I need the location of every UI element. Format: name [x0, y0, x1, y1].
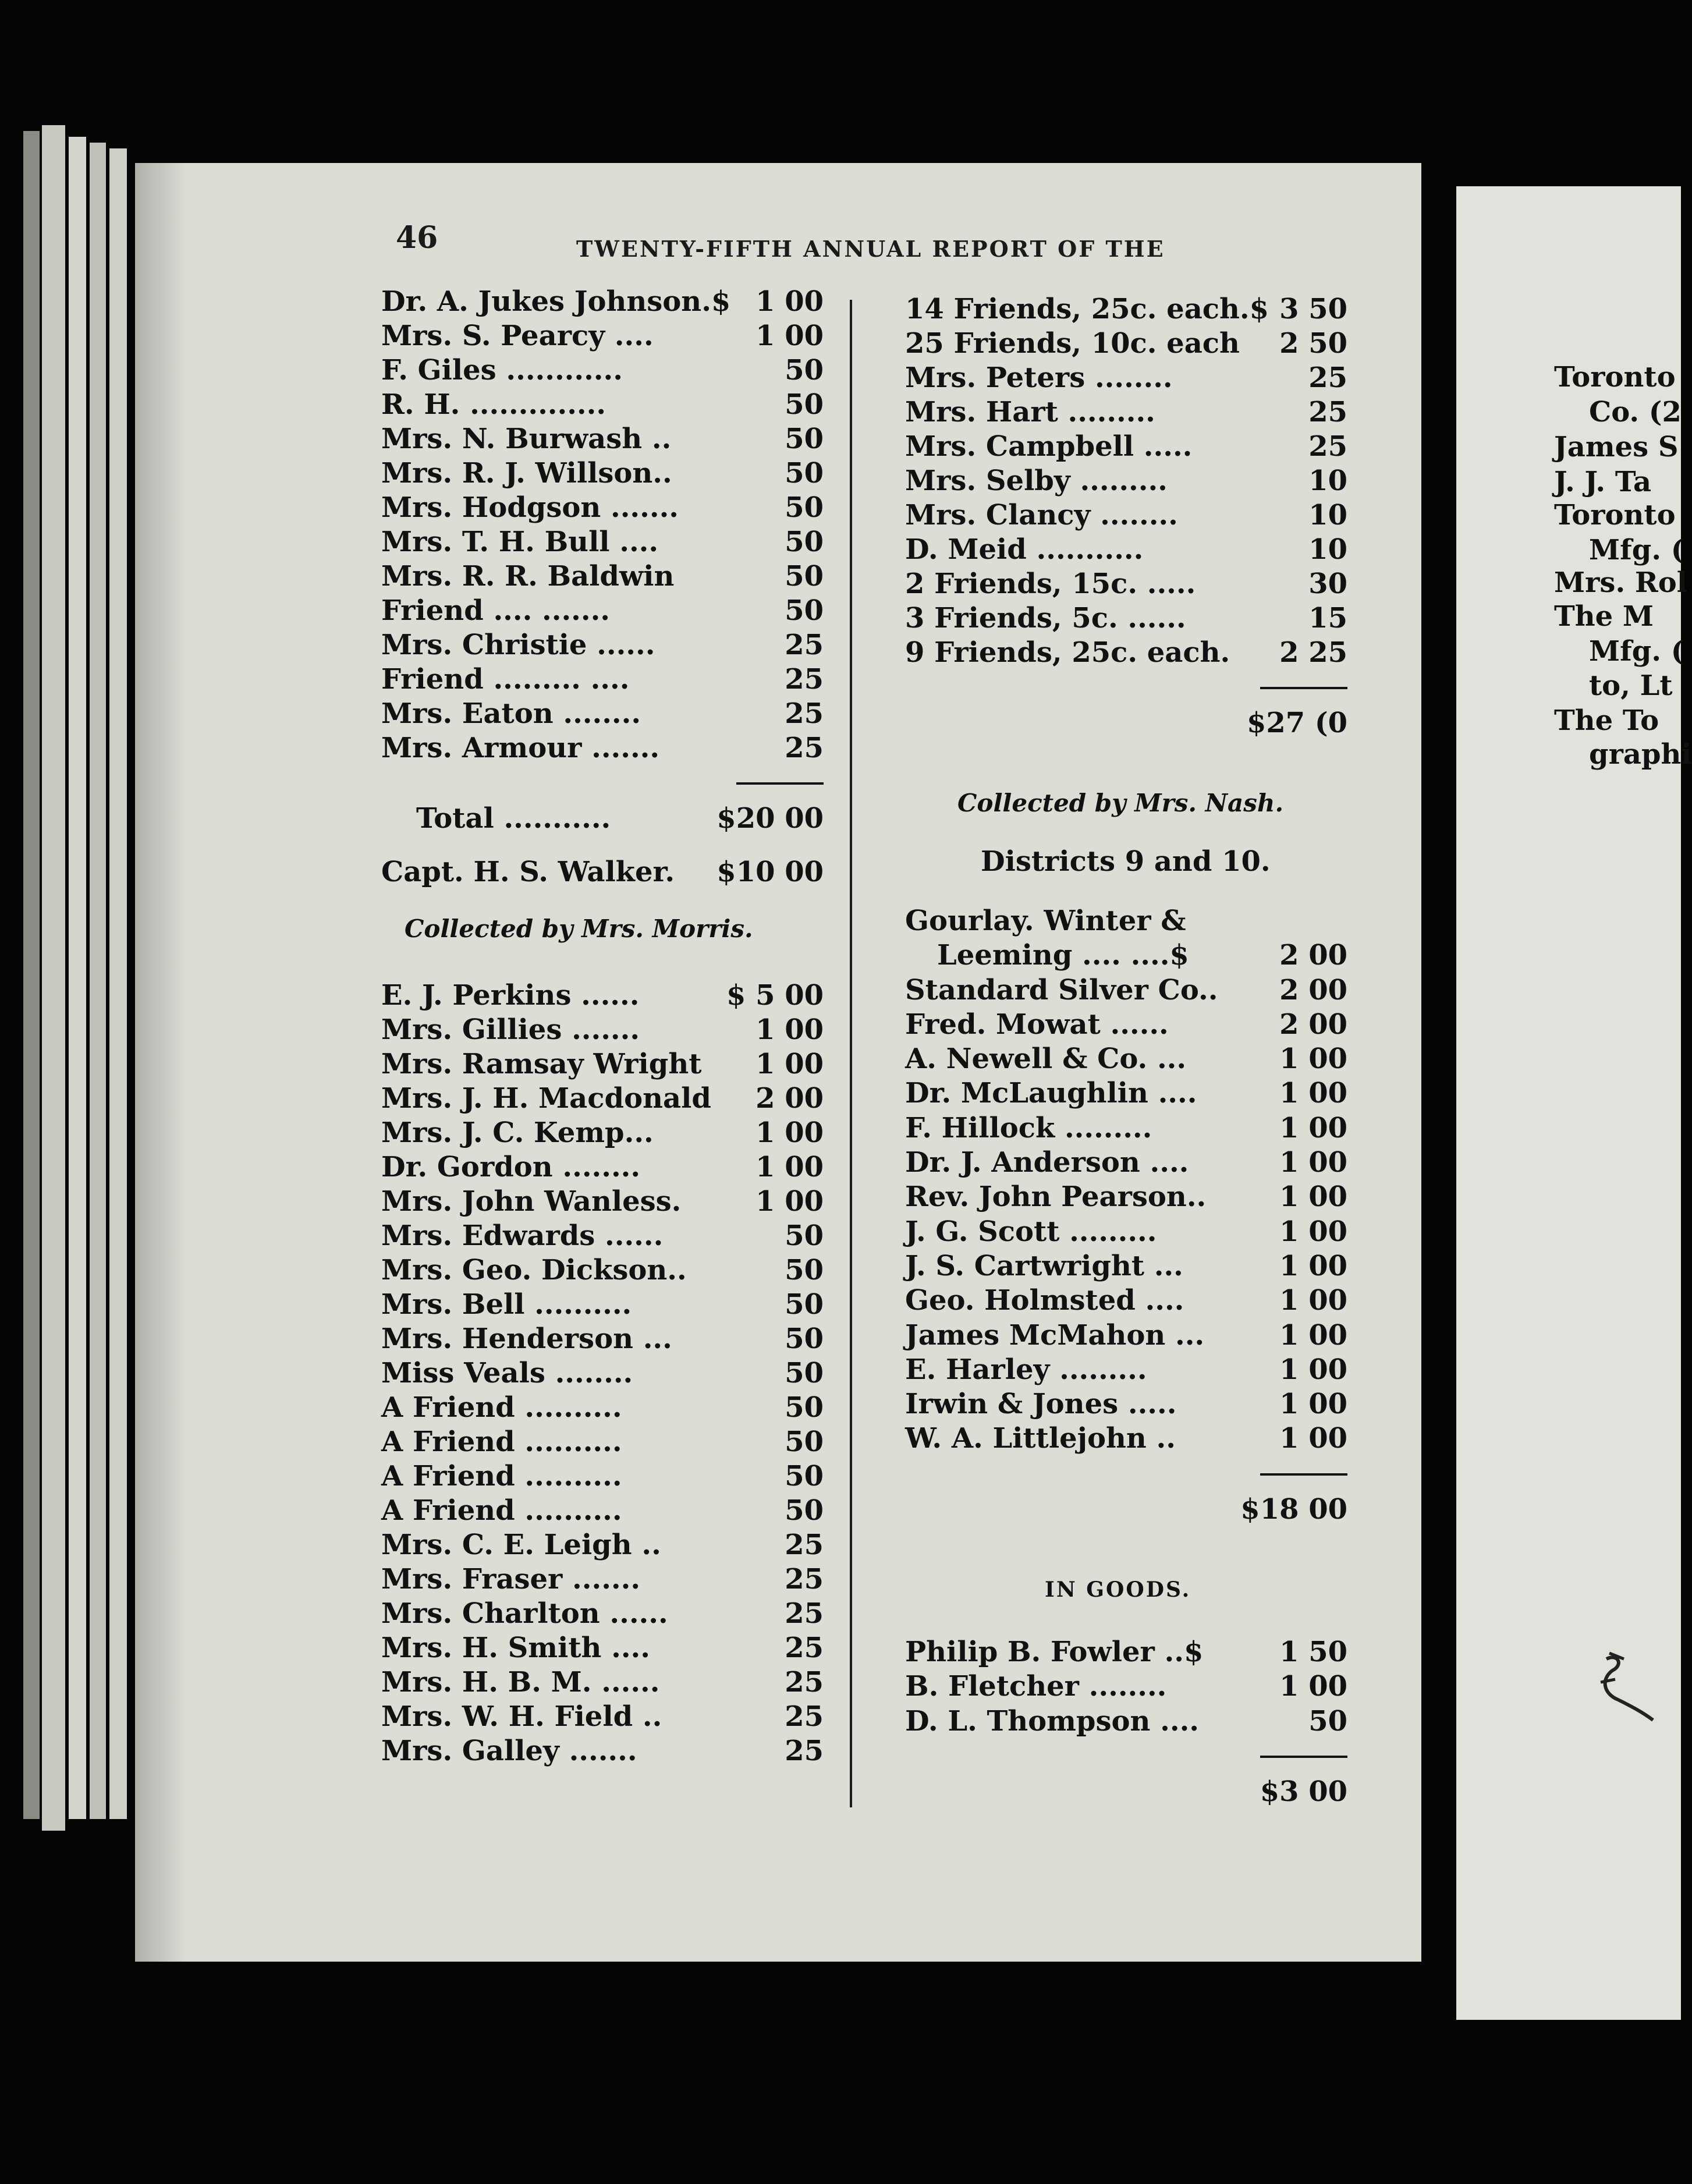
donor-amount: 50	[785, 594, 824, 627]
donor-name: Mrs. Peters ........	[905, 361, 1173, 394]
donor-row	[905, 568, 1347, 602]
donor-list	[905, 1636, 1347, 1739]
donor-row	[381, 1460, 824, 1494]
donor-amount: 10	[1308, 465, 1347, 497]
donor-amount: 25	[785, 697, 824, 730]
total-amount: $3 00	[1260, 1775, 1347, 1808]
donor-name: Standard Silver Co..	[905, 973, 1218, 1006]
donor-amount: 1 00	[755, 285, 824, 318]
donor-row	[905, 327, 1347, 361]
donor-row	[381, 1151, 824, 1185]
donor-name: Mrs. Clancy ........	[905, 499, 1178, 531]
donor-list	[905, 293, 1347, 671]
donor-row	[381, 1426, 824, 1460]
donor-row	[381, 1563, 824, 1597]
donor-amount: 50	[785, 491, 824, 524]
donor-name: Mrs. R. R. Baldwin	[381, 560, 675, 593]
donor-name: Mrs. Eaton ........	[381, 697, 641, 730]
donor-row	[905, 1284, 1347, 1318]
donor-amount: 25	[1308, 396, 1347, 428]
donor-amount: 10	[1308, 533, 1347, 566]
donor-row	[381, 1494, 824, 1529]
total-row	[905, 707, 1347, 744]
donor-amount: 50	[785, 354, 824, 387]
donor-row	[905, 361, 1347, 396]
donor-amount: 1 00	[1279, 1215, 1347, 1248]
donor-row	[905, 1215, 1347, 1250]
donor-name: E. J. Perkins ......	[381, 979, 640, 1012]
donor-amount: 50	[785, 526, 824, 558]
donor-row	[381, 1700, 824, 1735]
right-column	[905, 293, 1347, 744]
donor-name: B. Fletcher ........	[905, 1670, 1167, 1703]
donor-name: Mrs. N. Burwash ..	[381, 423, 672, 455]
donor-row	[381, 423, 824, 457]
donor-row	[381, 1013, 824, 1048]
donor-row	[381, 1288, 824, 1323]
donor-row	[381, 697, 824, 732]
donor-name: James McMahon ...	[905, 1318, 1205, 1352]
donor-amount: 50	[785, 1460, 824, 1492]
donor-name: Dr. J. Anderson ....	[905, 1146, 1189, 1179]
donor-row	[381, 1632, 824, 1666]
donor-amount: 3 50	[1279, 293, 1347, 325]
donor-name: Gourlay. Winter &	[905, 905, 1186, 937]
donor-row	[381, 1735, 824, 1769]
nash-heading: Collected by Mrs. Nash.	[957, 789, 1284, 817]
donor-amount: 50	[785, 457, 824, 490]
donor-amount: 50	[785, 1357, 824, 1389]
donor-amount: 1 00	[1279, 1353, 1347, 1386]
total-rule	[905, 1739, 1347, 1775]
donor-name: D. Meid ...........	[905, 533, 1144, 566]
donor-name: Mrs. Fraser .......	[381, 1563, 641, 1596]
total-amount: $18 00	[1240, 1492, 1347, 1526]
donor-amount: 1 00	[1279, 1077, 1347, 1110]
morris-heading: Collected by Mrs. Morris.	[405, 914, 753, 943]
donor-amount: 50	[1308, 1704, 1347, 1738]
donor-amount: 50	[785, 1288, 824, 1321]
donor-name: Mrs. H. Smith ....	[381, 1632, 650, 1664]
donor-row	[905, 1043, 1347, 1077]
donor-row	[905, 1319, 1347, 1353]
donor-list	[905, 974, 1347, 1457]
page-edge	[42, 125, 65, 1831]
donor-row	[381, 1254, 824, 1288]
donor-amount: 1 00	[755, 1116, 824, 1149]
facing-page-line: Mfg. (	[1589, 534, 1684, 566]
donor-name: Irwin & Jones .....	[905, 1388, 1177, 1421]
donor-name: Mrs. Ramsay Wright	[381, 1048, 702, 1080]
donor-amount: 25	[1308, 430, 1347, 463]
facing-page-line: Mfg. (	[1589, 635, 1684, 668]
donor-name: Mrs. Campbell .....	[905, 430, 1193, 463]
donor-amount: 50	[785, 1219, 824, 1252]
donor-name: Mrs. H. B. M. ......	[381, 1666, 660, 1699]
donor-amount: 2 50	[1279, 327, 1347, 360]
donor-row	[905, 293, 1347, 327]
donor-amount: 50	[785, 388, 824, 421]
donor-amount: 25	[785, 1666, 824, 1699]
donor-name: E. Harley .........	[905, 1353, 1147, 1386]
donor-amount: 30	[1308, 568, 1347, 600]
donor-name: Mrs. Edwards ......	[381, 1219, 664, 1252]
donor-amount: 25	[785, 1735, 824, 1767]
donor-row	[381, 663, 824, 697]
donor-name: Mrs. C. E. Leigh ..	[381, 1529, 661, 1561]
donor-name: Mrs. Selby .........	[905, 465, 1168, 497]
donor-name: Philip B. Fowler ..$	[905, 1636, 1204, 1668]
donor-row	[381, 354, 824, 388]
donor-name: 25 Friends, 10c. each	[905, 327, 1240, 360]
total-amount: $20 00	[716, 802, 824, 835]
donor-row	[381, 526, 824, 560]
donor-row	[381, 1597, 824, 1632]
donor-row	[905, 430, 1347, 465]
total-row	[381, 802, 824, 839]
facing-page-line: The To	[1554, 704, 1659, 737]
districts-heading: Districts 9 and 10.	[981, 845, 1271, 878]
donor-name: Mrs. Armour .......	[381, 732, 660, 764]
donor-row	[381, 491, 824, 526]
donor-row	[381, 1048, 824, 1082]
donor-name: Mrs. John Wanless.	[381, 1185, 682, 1218]
donor-name: A Friend ..........	[381, 1426, 622, 1458]
donor-name: A Friend ..........	[381, 1391, 622, 1424]
donor-row	[381, 320, 824, 354]
donor-amount: 50	[785, 423, 824, 455]
donor-row	[381, 594, 824, 629]
donor-row	[381, 457, 824, 491]
donor-amount: 1 00	[1279, 1146, 1347, 1179]
donor-amount: 25	[785, 1563, 824, 1596]
donor-amount: 10	[1308, 499, 1347, 531]
donor-row	[905, 1077, 1347, 1111]
donor-amount: 50	[785, 1494, 824, 1527]
donor-row	[905, 1670, 1347, 1704]
donor-name: 9 Friends, 25c. each.	[905, 636, 1230, 669]
donor-row	[905, 465, 1347, 499]
donor-row	[905, 974, 1347, 1008]
donor-row	[381, 388, 824, 423]
donor-amount: 2 00	[1279, 1008, 1347, 1041]
donor-amount: 25	[1308, 361, 1347, 394]
donor-amount: $ 5 00	[726, 979, 824, 1012]
donor-row	[905, 905, 1347, 939]
donor-name: Rev. John Pearson..	[905, 1180, 1207, 1214]
donor-name: Mrs. Geo. Dickson..	[381, 1254, 687, 1286]
nash-section	[905, 789, 1347, 1530]
facing-page-line: Toronto	[1554, 499, 1676, 531]
donor-row	[905, 1250, 1347, 1284]
donor-name: Mrs. J. H. Macdonald	[381, 1082, 711, 1115]
donor-row	[905, 499, 1347, 533]
donor-name: Mrs. Hodgson .......	[381, 491, 679, 524]
donor-row	[905, 1112, 1347, 1146]
page-edge	[23, 131, 40, 1819]
goods-heading: IN GOODS.	[1045, 1577, 1191, 1602]
donor-name: Friend ......... ....	[381, 663, 630, 696]
donor-amount: 50	[785, 1426, 824, 1458]
left-column	[381, 285, 824, 1769]
donor-row	[905, 1180, 1347, 1215]
donor-amount: 50	[785, 1323, 824, 1355]
donor-name: Mrs. R. J. Willson..	[381, 457, 672, 490]
total-amount: $27 (0	[1246, 707, 1347, 739]
page-edge	[109, 148, 127, 1819]
donor-row	[381, 1323, 824, 1357]
donor-name: A Friend ..........	[381, 1494, 622, 1527]
page-gutter-shadow	[135, 163, 187, 1962]
facing-page-line: Co. (2	[1589, 396, 1682, 428]
donor-name: Friend .... .......	[381, 594, 610, 627]
donor-name: Mrs. Henderson ...	[381, 1323, 672, 1355]
total-row	[905, 1775, 1347, 1813]
donor-row	[905, 1705, 1347, 1739]
donor-amount: 25	[785, 1700, 824, 1733]
donor-list	[381, 285, 824, 766]
facing-page-line: Mrs. Rol	[1554, 566, 1688, 599]
donor-name: A. Newell & Co. ...	[905, 1043, 1187, 1076]
donor-amount: 1 00	[755, 1151, 824, 1183]
donor-amount: 50	[785, 560, 824, 593]
donor-name: Capt. H. S. Walker.	[381, 856, 675, 888]
donor-amount: 1 00	[755, 1013, 824, 1046]
donor-amount: 2 00	[1279, 939, 1347, 972]
donor-name: Mrs. Gillies .......	[381, 1013, 640, 1046]
donor-name: Dr. Gordon ........	[381, 1151, 641, 1183]
donor-amount: 25	[785, 1632, 824, 1664]
donor-name: A Friend ..........	[381, 1460, 622, 1492]
donor-name: Miss Veals ........	[381, 1357, 633, 1389]
facing-page-line: graphi	[1589, 738, 1692, 771]
donor-row	[381, 1357, 824, 1391]
donor-row	[381, 1185, 824, 1219]
donor-amount: 1 00	[1279, 1388, 1347, 1421]
pencil-mark-icon	[1583, 1647, 1665, 1729]
donor-row	[381, 560, 824, 594]
donor-amount: 2 25	[1279, 636, 1347, 669]
donor-amount: 50	[785, 1254, 824, 1286]
donor-row	[905, 636, 1347, 671]
donor-amount: 2 00	[755, 1082, 824, 1115]
donor-name: F. Hillock .........	[905, 1111, 1152, 1144]
donor-amount: 1 00	[1279, 1043, 1347, 1076]
donor-name: 2 Friends, 15c. .....	[905, 568, 1196, 600]
donor-row	[381, 1219, 824, 1254]
donor-row	[905, 1146, 1347, 1180]
donor-row	[381, 629, 824, 663]
donor-row	[905, 1353, 1347, 1388]
donor-amount: 25	[785, 1597, 824, 1630]
donor-row	[381, 732, 824, 766]
donor-row	[905, 602, 1347, 636]
donor-name: Geo. Holmsted ....	[905, 1284, 1184, 1317]
donor-name: D. L. Thompson ....	[905, 1704, 1199, 1738]
donor-name: J. S. Cartwright ...	[905, 1249, 1183, 1282]
donor-row	[381, 1082, 824, 1116]
donor-amount: 1 00	[1279, 1284, 1347, 1317]
donor-name: Mrs. Hart .........	[905, 396, 1155, 428]
donor-name: R. H. ..............	[381, 388, 606, 421]
running-head: TWENTY-FIFTH ANNUAL REPORT OF THE	[576, 236, 1165, 262]
donor-name: J. G. Scott .........	[905, 1215, 1157, 1248]
donor-name: Mrs. T. H. Bull ....	[381, 526, 659, 558]
total-rule	[905, 671, 1347, 707]
donor-name: F. Giles ............	[381, 354, 623, 387]
donor-row	[381, 1116, 824, 1151]
donor-name: Mrs. W. H. Field ..	[381, 1700, 662, 1733]
page-edge	[69, 137, 86, 1819]
facing-page-line: to, Lt	[1589, 669, 1673, 702]
donor-name: Mrs. J. C. Kemp...	[381, 1116, 654, 1149]
donor-name: 14 Friends, 25c. each.$	[905, 293, 1269, 325]
donor-name: Mrs. S. Pearcy ....	[381, 320, 654, 352]
donor-amount: 1 50	[1279, 1636, 1347, 1668]
donor-row	[905, 1636, 1347, 1670]
donor-amount: 25	[785, 1529, 824, 1561]
donor-name: 3 Friends, 5c. ......	[905, 602, 1186, 634]
facing-page-line: Toronto	[1554, 361, 1676, 393]
donor-amount: 1 00	[1279, 1318, 1347, 1352]
donor-amount: 25	[785, 732, 824, 764]
donor-row	[381, 979, 824, 1013]
donor-row	[381, 285, 824, 320]
total-label: Total ...........	[416, 802, 611, 835]
donor-row	[905, 939, 1347, 973]
donor-amount: 25	[785, 663, 824, 696]
page-edge	[90, 143, 106, 1819]
donor-name: Dr. A. Jukes Johnson.$	[381, 285, 731, 318]
donor-row	[905, 533, 1347, 568]
donor-row	[381, 1391, 824, 1426]
donor-amount: 1 00	[1279, 1180, 1347, 1214]
donor-amount: 1 00	[1279, 1670, 1347, 1703]
donor-name: W. A. Littlejohn ..	[905, 1422, 1176, 1455]
donor-amount: 1 00	[1279, 1422, 1347, 1455]
donor-name: Mrs. Charlton ......	[381, 1597, 668, 1630]
total-row	[905, 1493, 1347, 1530]
donor-amount: 1 00	[755, 1185, 824, 1218]
donor-list	[381, 979, 824, 1769]
donor-amount: 1 00	[755, 320, 824, 352]
total-rule	[905, 1457, 1347, 1493]
donor-amount: $10 00	[716, 856, 824, 888]
donor-row	[905, 1422, 1347, 1456]
donor-name: Leeming .... ....$	[937, 939, 1189, 972]
facing-page-line: The M	[1554, 600, 1654, 633]
walker-row	[381, 856, 824, 890]
donor-name: Dr. McLaughlin ....	[905, 1077, 1197, 1110]
donor-row	[905, 1008, 1347, 1043]
goods-section	[905, 1577, 1347, 1813]
donor-amount: 1 00	[755, 1048, 824, 1080]
donor-row	[381, 1666, 824, 1700]
donor-amount: 1 00	[1279, 1249, 1347, 1282]
total-rule	[381, 766, 824, 802]
donor-name: Fred. Mowat ......	[905, 1008, 1169, 1041]
donor-name: Mrs. Christie ......	[381, 629, 655, 661]
column-rule	[850, 300, 852, 1807]
donor-amount: 50	[785, 1391, 824, 1424]
page-number: 46	[396, 220, 438, 256]
donor-amount: 25	[785, 629, 824, 661]
donor-amount: 15	[1308, 602, 1347, 634]
donor-row	[905, 396, 1347, 430]
donor-name: Mrs. Galley .......	[381, 1735, 637, 1767]
facing-page-line: James S	[1554, 431, 1679, 463]
donor-name: Mrs. Bell ..........	[381, 1288, 632, 1321]
donor-row	[905, 1388, 1347, 1422]
facing-page-line: J. J. Ta	[1554, 466, 1652, 498]
donor-amount: 2 00	[1279, 973, 1347, 1006]
donor-amount: 1 00	[1279, 1111, 1347, 1144]
donor-row	[381, 1529, 824, 1563]
